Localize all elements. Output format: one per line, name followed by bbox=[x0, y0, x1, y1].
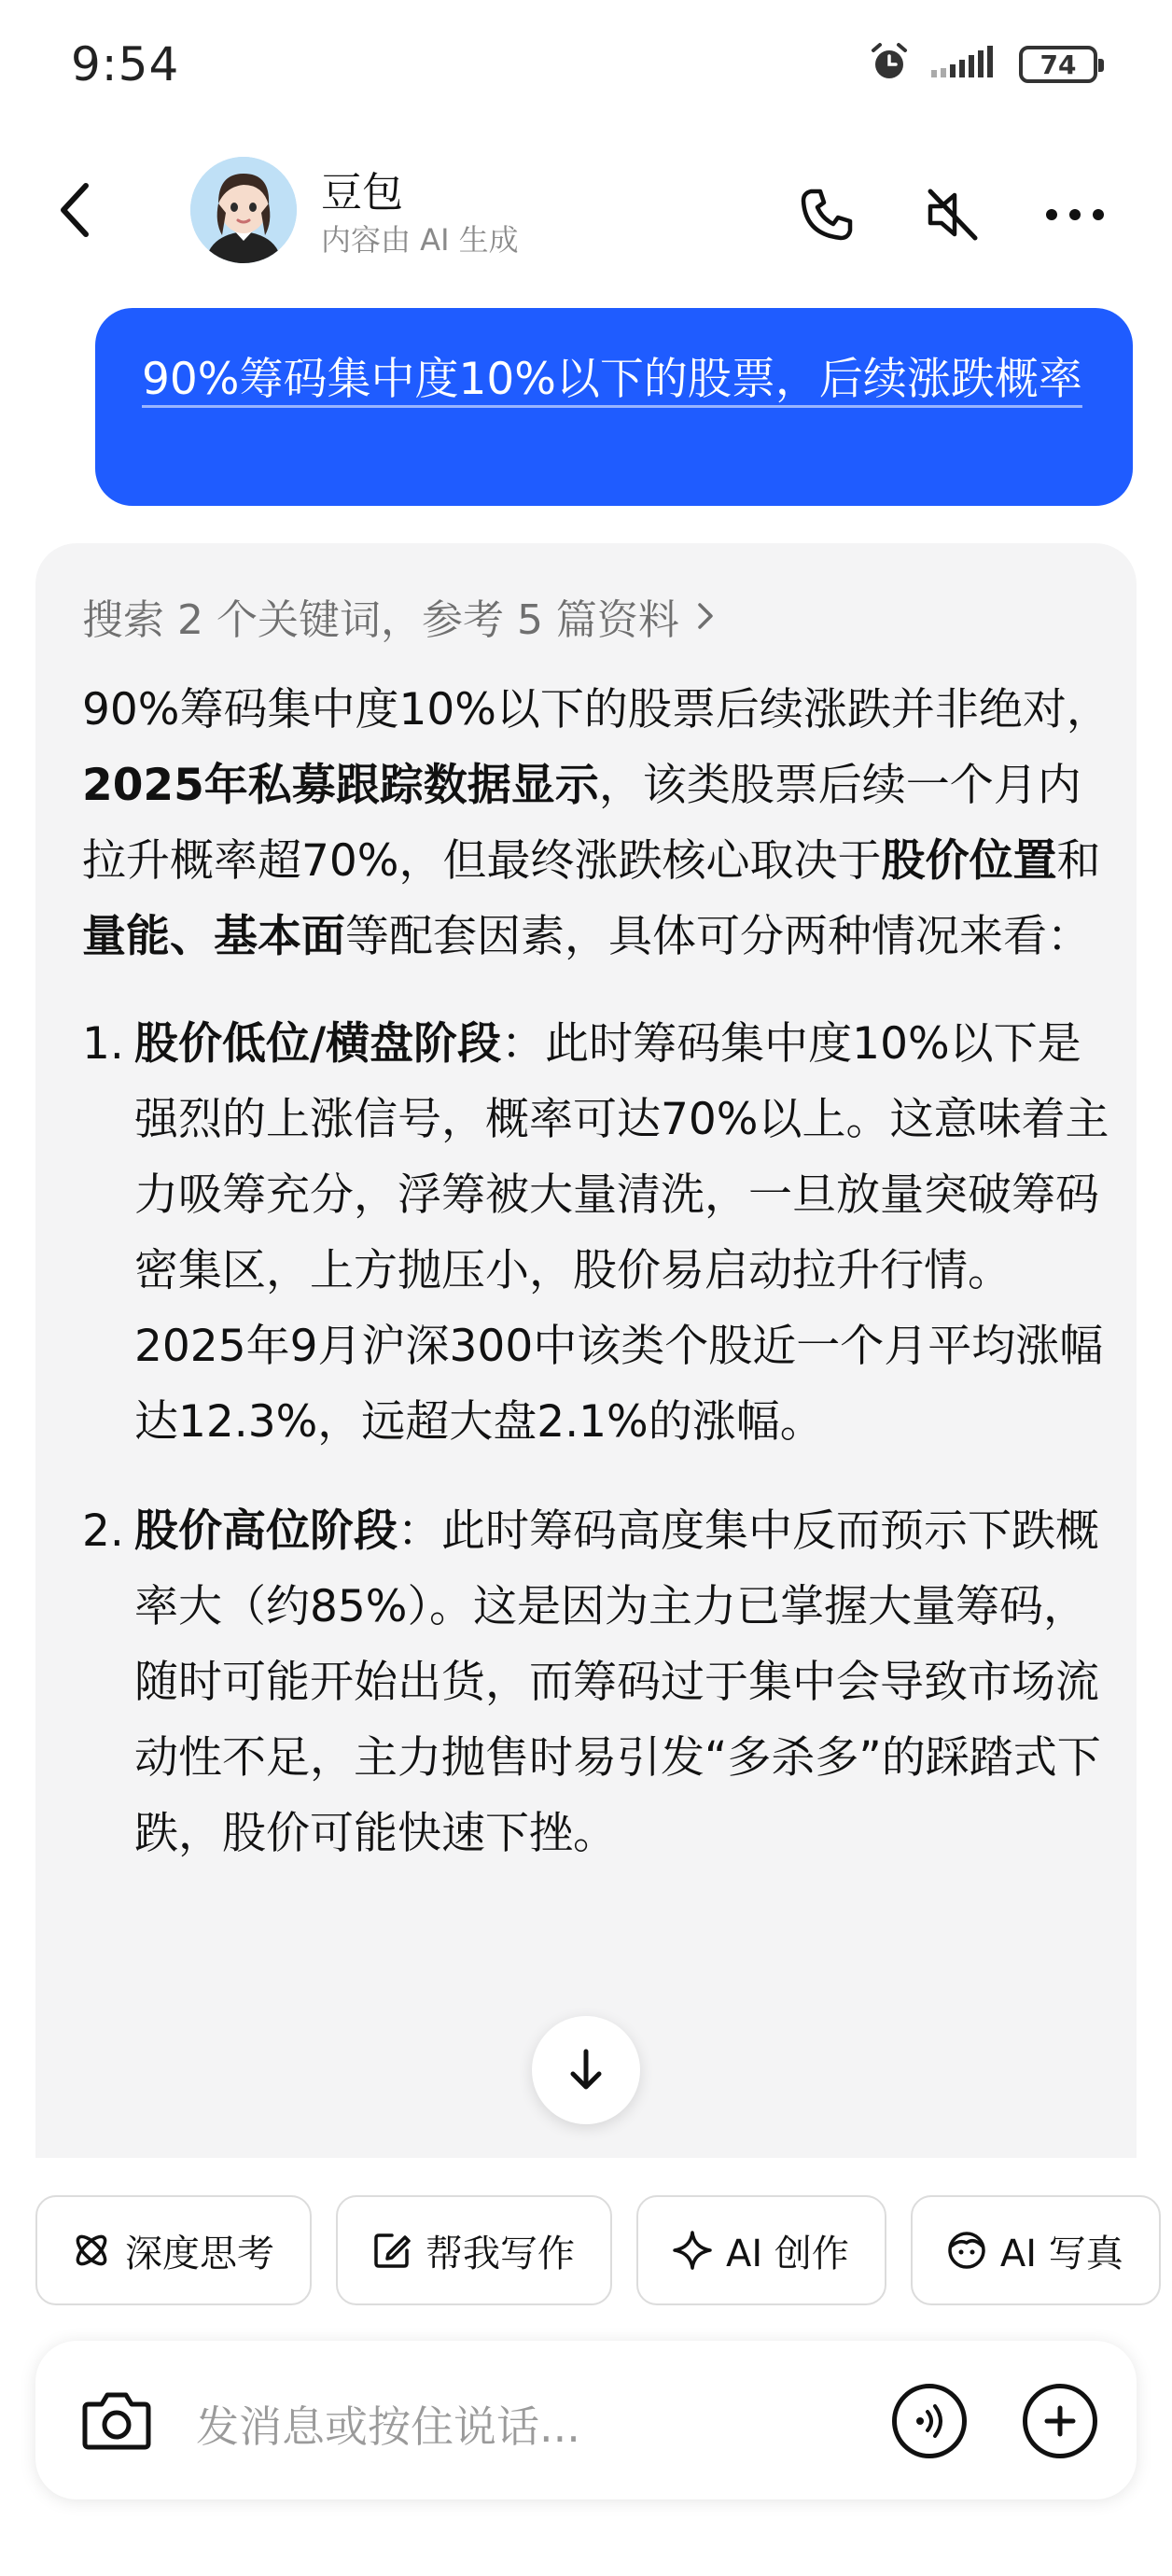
battery-icon bbox=[1019, 46, 1097, 83]
answer-intro bbox=[82, 672, 1118, 974]
status-time: 9:54 bbox=[71, 37, 180, 91]
search-reference-text: 搜索 2 个关键词，参考 5 篇资料 bbox=[82, 596, 679, 644]
ai-create-button[interactable] bbox=[636, 2195, 886, 2305]
camera-icon bbox=[81, 2389, 152, 2451]
arrow-down-icon bbox=[565, 2046, 607, 2094]
voice-wave-icon bbox=[909, 2401, 950, 2442]
user-message-text: 90%筹码集中度10%以下的股票，后续涨跌概率 bbox=[142, 354, 1082, 405]
chip-label: 帮我写作 bbox=[426, 2232, 575, 2275]
help-write-button[interactable] bbox=[336, 2195, 612, 2305]
quick-action-row bbox=[35, 2195, 1161, 2305]
intro-bold-data-source: 2025年私募跟踪数据显示 bbox=[82, 760, 599, 811]
plus-icon bbox=[1041, 2402, 1079, 2440]
mute-button[interactable] bbox=[914, 177, 989, 252]
message-input-bar bbox=[35, 2341, 1137, 2499]
phone-icon bbox=[798, 186, 856, 244]
list-item-title: 股价低位/横盘阶段 bbox=[134, 1018, 502, 1070]
back-icon bbox=[56, 180, 93, 240]
status-bar bbox=[0, 0, 1172, 131]
status-icons bbox=[868, 41, 1097, 88]
user-message-bubble[interactable] bbox=[95, 308, 1133, 506]
mute-icon bbox=[923, 186, 981, 244]
more-button[interactable] bbox=[1038, 177, 1112, 252]
list-item bbox=[82, 1493, 1118, 1871]
write-icon bbox=[371, 2230, 412, 2271]
call-button[interactable] bbox=[789, 177, 864, 252]
assistant-answer-card bbox=[35, 543, 1137, 2158]
ai-generated-note: 内容由 AI 生成 bbox=[321, 222, 519, 258]
list-item bbox=[82, 1006, 1118, 1460]
list-item-text: ：此时筹码高度集中反而预示下跌概率大（约85%）。这是因为主力已掌握大量筹码，随时可能开始出货，而筹码过于集中会导致市场流动性不足，主力抛售时易引发“多杀多”的踩踏式下跌，股价可能快速下挫。 bbox=[134, 1505, 1101, 1859]
message-input[interactable]: 发消息或按住说话... bbox=[196, 2401, 580, 2452]
voice-button[interactable] bbox=[892, 2384, 967, 2458]
chevron-right-icon bbox=[694, 599, 717, 633]
intro-text: ，该类股票后续一个月内拉升概率超70%，但最终涨跌核心取决于 bbox=[82, 760, 1081, 887]
portrait-icon bbox=[946, 2230, 987, 2271]
list-item-text: ：此时筹码集中度10%以下是强烈的上涨信号，概率可达70%以上。这意味着主力吸筹充分，浮筹被大量清洗，一旦放量突破筹码密集区，上方抛压小，股价易启动拉升行情。2025年9月沪深300中该类个股近一个月平均涨幅达12.3%，远超大盘2.1%的涨幅。 bbox=[134, 1018, 1109, 1448]
avatar[interactable] bbox=[190, 157, 297, 263]
intro-text: 等配套因素，具体可分两种情况来看： bbox=[345, 911, 1091, 962]
back-button[interactable] bbox=[37, 168, 112, 252]
intro-text: 90%筹码集中度10%以下的股票后续涨跌并非绝对， bbox=[82, 684, 1110, 735]
chip-label: AI 创作 bbox=[726, 2232, 849, 2275]
list-item-title: 股价高位阶段 bbox=[134, 1505, 398, 1557]
bot-name: 豆包 bbox=[321, 169, 403, 217]
list-number: 2. bbox=[82, 1505, 124, 1557]
deep-think-button[interactable] bbox=[35, 2195, 312, 2305]
intro-text: 和 bbox=[1056, 835, 1101, 887]
answer-body bbox=[82, 672, 1118, 1871]
sparkle-icon bbox=[672, 2230, 713, 2271]
chip-label: 深度思考 bbox=[125, 2232, 274, 2275]
intro-bold-volume-fundamentals: 量能、基本面 bbox=[82, 911, 345, 962]
ai-portrait-button[interactable] bbox=[911, 2195, 1161, 2305]
chat-header bbox=[0, 140, 1172, 280]
intro-bold-price-position: 股价位置 bbox=[881, 835, 1057, 887]
chip-label: AI 写真 bbox=[999, 2232, 1123, 2275]
scroll-to-bottom-button[interactable] bbox=[532, 2016, 640, 2124]
camera-button[interactable] bbox=[77, 2380, 157, 2460]
search-reference-link[interactable] bbox=[82, 586, 717, 646]
alarm-icon bbox=[868, 41, 911, 88]
more-icon bbox=[1042, 205, 1108, 224]
deep-think-icon bbox=[71, 2230, 112, 2271]
list-number: 1. bbox=[82, 1018, 124, 1070]
add-button[interactable] bbox=[1023, 2384, 1097, 2458]
signal-icon bbox=[931, 46, 998, 83]
battery-level: 74 bbox=[1039, 49, 1077, 80]
